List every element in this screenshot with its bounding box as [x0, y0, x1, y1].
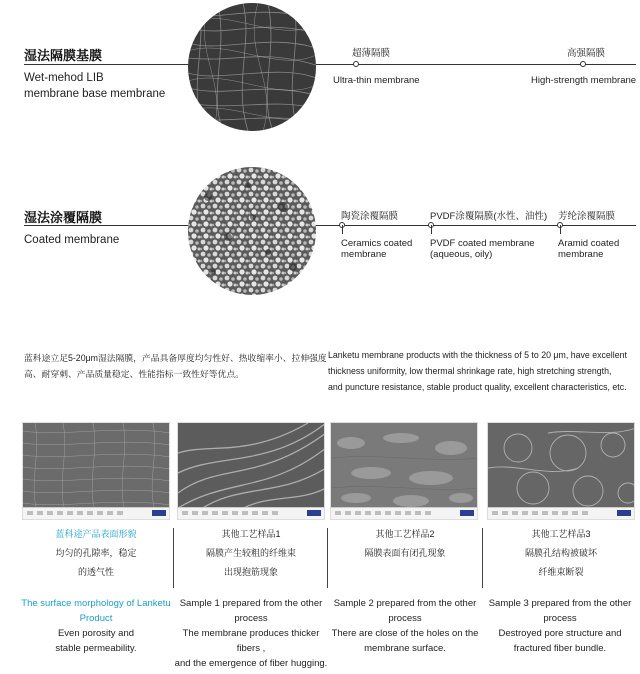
section2-node3-en: [558, 238, 619, 260]
section1-title-en-line1: Wet-mehod LIB: [24, 72, 104, 84]
caption-en-sample1-line2: and the emergence of fiber hugging.: [174, 658, 328, 669]
caption-cn-sample1: [176, 525, 326, 582]
caption-cn-lanketu-line3: 的透气性: [77, 567, 114, 577]
caption-en-lanketu-title1: The surface morphology of Lanketu: [21, 598, 171, 609]
caption-en-sample2-title1: Sample 2 prepared from the other: [333, 598, 477, 609]
section1-node-high-strength: [580, 61, 586, 67]
caption-cn-sample2: [330, 525, 480, 563]
section1-title-cn: 湿法隔膜基膜: [24, 48, 103, 63]
caption-en-lanketu-title2: Product: [79, 613, 113, 624]
caption-en-sample2-line2: membrane surface.: [364, 643, 446, 654]
caption-en-lanketu-line1: Even porosity and: [57, 628, 135, 639]
sem-info-bar: [488, 507, 634, 519]
caption-en-sample3-line2: fractured fiber bundle.: [513, 643, 607, 654]
caption-cn-sample3: [486, 525, 636, 582]
caption-cn-sample3-title: 其他工艺样品3: [531, 529, 591, 539]
caption-cn-sample2-title: 其他工艺样品2: [375, 529, 435, 539]
section2-node1-en: [341, 238, 412, 260]
column-divider-2: [327, 528, 328, 588]
caption-en-sample1-line1: The membrane produces thicker fibers ,: [182, 628, 320, 654]
sem-texture-closed-holes: [331, 423, 478, 511]
caption-cn-sample1-line3: 出现抱筋现象: [223, 567, 278, 577]
section1-title-en: [24, 70, 165, 102]
section2-coated-membrane-image: [188, 167, 316, 295]
intro-en-line2: thickness uniformity, low thermal shrinkage rate, high stretching strength,: [328, 366, 612, 376]
intro-en-line1: Lanketu membrane products with the thickness of 5 to 20 μm, have excellent: [328, 350, 627, 360]
section2-title-cn: 湿法涂覆隔膜: [24, 210, 103, 225]
section1-node1-cn: 超薄隔膜: [352, 48, 391, 59]
sem-image-lanketu: [22, 422, 170, 520]
section1-timeline: [24, 64, 636, 65]
sem-info-bar: [331, 507, 477, 519]
intro-cn-line1: 蓝科途立足5-20μm湿法隔膜，产品具备厚度均匀性好、热收缩率小、拉伸强度: [24, 353, 327, 363]
section2-timeline: [24, 225, 636, 226]
caption-cn-sample2-line2: 隔膜表面有闭孔现象: [364, 548, 446, 558]
caption-cn-sample1-title: 其他工艺样品1: [221, 529, 281, 539]
coated-membrane-particle-texture: [188, 167, 316, 295]
intro-en-paragraph: [328, 347, 638, 395]
column-divider-1: [173, 528, 174, 588]
section2-node2-tick: [431, 225, 432, 234]
section2-node1-tick: [342, 225, 343, 234]
sem-texture-fine: [23, 423, 170, 511]
section1-title-en-line2: membrane base membrane: [24, 88, 166, 100]
sem-image-sample1: [177, 422, 325, 520]
sem-image-sample2: [330, 422, 478, 520]
caption-cn-lanketu-line2: 均匀的孔隙率，稳定: [55, 548, 137, 558]
section1-node2-en: High-strength membrane: [531, 75, 637, 86]
section1-node1-en: Ultra-thin membrane: [333, 75, 420, 86]
caption-en-lanketu-line2: stable permeability.: [55, 643, 137, 654]
section2-node2-en-line2: (aqueous, oily): [430, 249, 493, 260]
caption-en-sample1: [172, 596, 330, 671]
sem-texture-broken-fibers: [488, 423, 635, 511]
caption-en-sample3-title1: Sample 3 prepared from the other: [488, 598, 632, 609]
caption-en-sample2-title2: process: [388, 613, 422, 624]
section1-node-ultra-thin: [353, 61, 359, 67]
section2-node1-en-line2: membrane: [341, 249, 387, 260]
intro-cn-line2: 高、耐穿刺、产品质量稳定、性能指标一致性好等优点。: [24, 369, 244, 379]
intro-cn-paragraph: [24, 350, 327, 382]
caption-cn-sample1-line2: 隔膜产生较粗的纤维束: [205, 548, 296, 558]
caption-en-sample3: [481, 596, 639, 656]
caption-en-sample1-title1: Sample 1 prepared from the other: [179, 598, 323, 609]
section2-node2-cn: PVDF涂覆隔膜(水性、油性): [430, 211, 548, 222]
sem-info-bar: [178, 507, 324, 519]
caption-en-sample2: [326, 596, 484, 656]
wet-membrane-fiber-texture: [188, 3, 316, 131]
sem-image-sample3: [487, 422, 635, 520]
section2-title-en: Coated membrane: [24, 234, 120, 246]
section2-node1-en-line1: Ceramics coated: [341, 238, 413, 249]
section2-node3-tick: [560, 225, 561, 234]
section2-node3-cn: 芳纶涂覆隔膜: [558, 211, 616, 222]
caption-cn-lanketu: [21, 525, 171, 582]
column-divider-3: [482, 528, 483, 588]
caption-en-sample2-line1: There are close of the holes on the: [331, 628, 479, 639]
caption-cn-sample3-line2: 隔膜孔结构被破坏: [524, 548, 597, 558]
section2-node1-cn: 陶瓷涂覆隔膜: [341, 211, 399, 222]
section2-node2-en-line1: PVDF coated membrane: [430, 238, 535, 249]
section2-node3-en-line2: membrane: [558, 249, 604, 260]
section2-node3-en-line1: Aramid coated: [558, 238, 620, 249]
caption-cn-sample3-line3: 纤维束断裂: [538, 567, 584, 577]
caption-en-sample3-title2: process: [543, 613, 577, 624]
intro-en-line3: and puncture resistance, stable product quality, excellent characteristics, etc.: [328, 382, 627, 392]
section1-membrane-image: [188, 3, 316, 131]
section1-node2-cn: 高强隔膜: [567, 48, 606, 59]
sem-texture-thick-fibers: [178, 423, 325, 511]
caption-en-sample3-line1: Destroyed pore structure and: [498, 628, 622, 639]
section2-node2-en: [430, 238, 535, 260]
caption-en-sample1-title2: process: [234, 613, 268, 624]
sem-info-bar: [23, 507, 169, 519]
caption-en-lanketu: [17, 596, 175, 656]
caption-cn-lanketu-title: 蓝科途产品表面形貌: [55, 529, 137, 539]
